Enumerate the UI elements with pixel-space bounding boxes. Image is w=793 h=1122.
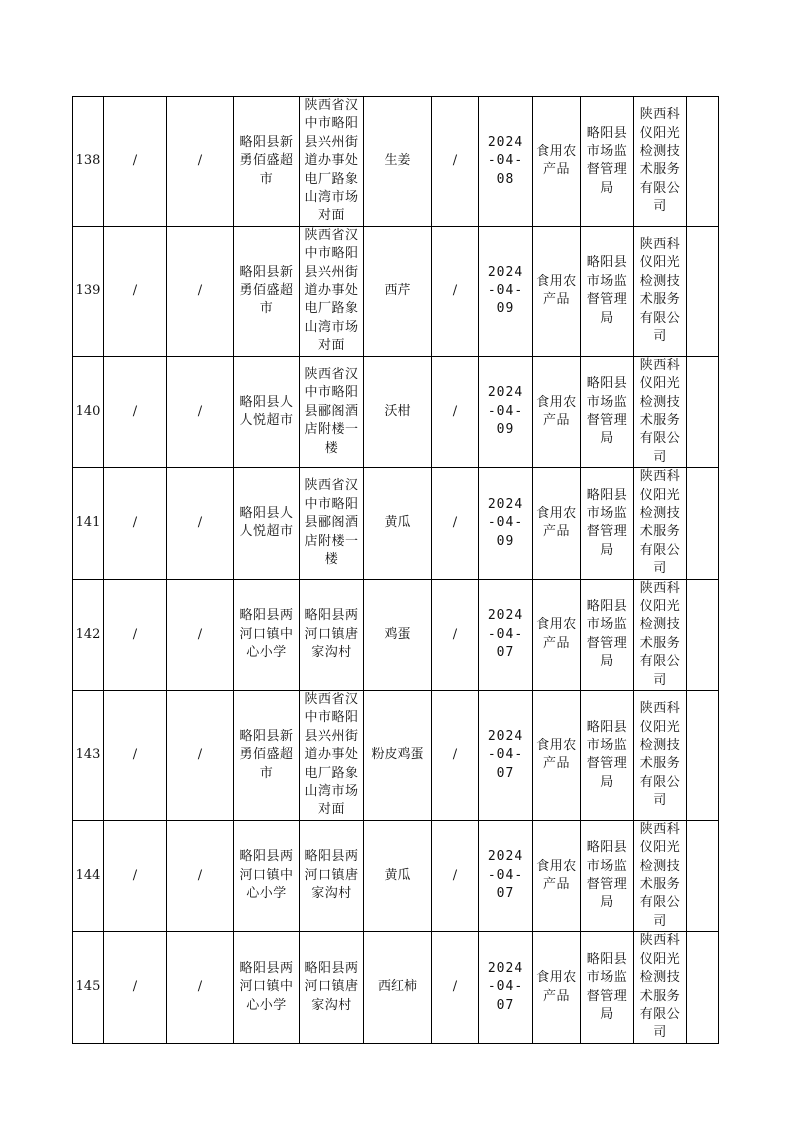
blank-field-cell bbox=[432, 356, 479, 467]
product-name-text: 西红柿 bbox=[377, 979, 417, 995]
food-category-text: 食用农产品 bbox=[536, 273, 577, 308]
authority-text: 略阳县市场监督管理局 bbox=[586, 719, 628, 790]
blank-field-text: / bbox=[197, 867, 203, 883]
sampled-company-cell bbox=[234, 356, 300, 467]
testing-lab-cell bbox=[634, 820, 687, 931]
table-row bbox=[73, 579, 719, 690]
serial-number-text: 143 bbox=[75, 747, 101, 763]
authority-cell bbox=[581, 932, 634, 1043]
blank-field-cell bbox=[432, 691, 479, 821]
authority-cell bbox=[581, 579, 634, 690]
product-name-text: 黄瓜 bbox=[384, 867, 411, 883]
product-name-text: 沃柑 bbox=[384, 403, 411, 419]
blank-field-text: / bbox=[197, 747, 203, 763]
blank-field-cell bbox=[167, 468, 234, 579]
sampling-date-cell bbox=[479, 356, 533, 467]
blank-field-text: / bbox=[197, 979, 203, 995]
blank-field-cell bbox=[432, 820, 479, 931]
product-name-text: 粉皮鸡蛋 bbox=[371, 747, 424, 763]
food-category-cell bbox=[533, 691, 581, 821]
serial-number-cell bbox=[73, 226, 104, 356]
inspection-results-table bbox=[72, 96, 719, 1044]
testing-lab-text: 陕西科仪阳光检测技术服务有限公司 bbox=[639, 933, 681, 1041]
blank-field-cell bbox=[104, 579, 167, 690]
blank-field-text: / bbox=[132, 403, 138, 419]
company-address-text: 陕西省汉中市略阳县兴州街道办事处电厂路象山湾市场对面 bbox=[304, 692, 359, 818]
blank-field-cell bbox=[104, 820, 167, 931]
product-name-cell bbox=[364, 691, 432, 821]
blank-field-cell bbox=[167, 691, 234, 821]
serial-number-text: 138 bbox=[75, 153, 101, 169]
sampled-company-text: 略阳县两河口镇中心小学 bbox=[239, 849, 294, 902]
sampled-company-text: 略阳县新勇佰盛超市 bbox=[239, 134, 294, 187]
sampling-date-text: 2024-04-08 bbox=[487, 134, 524, 187]
remark-cell bbox=[687, 932, 719, 1043]
company-address-text: 略阳县两河口镇唐家沟村 bbox=[304, 849, 359, 902]
testing-lab-cell bbox=[634, 691, 687, 821]
serial-number-cell bbox=[73, 97, 104, 227]
sampling-date-cell bbox=[479, 932, 533, 1043]
product-name-text: 黄瓜 bbox=[384, 515, 411, 531]
sampled-company-text: 略阳县人人悦超市 bbox=[239, 394, 294, 428]
authority-text: 略阳县市场监督管理局 bbox=[586, 951, 628, 1022]
blank-field-cell bbox=[167, 932, 234, 1043]
authority-text: 略阳县市场监督管理局 bbox=[586, 255, 628, 326]
sampled-company-cell bbox=[234, 691, 300, 821]
testing-lab-text: 陕西科仪阳光检测技术服务有限公司 bbox=[639, 469, 681, 577]
remark-cell bbox=[687, 468, 719, 579]
company-address-cell bbox=[300, 356, 364, 467]
blank-field-cell bbox=[167, 226, 234, 356]
remark-cell bbox=[687, 691, 719, 821]
blank-field-cell bbox=[104, 691, 167, 821]
company-address-cell bbox=[300, 97, 364, 227]
authority-cell bbox=[581, 97, 634, 227]
blank-field-text: / bbox=[132, 979, 138, 995]
company-address-cell bbox=[300, 932, 364, 1043]
product-name-text: 生姜 bbox=[384, 153, 411, 169]
blank-field-text: / bbox=[132, 515, 138, 531]
serial-number-cell bbox=[73, 820, 104, 931]
testing-lab-cell bbox=[634, 932, 687, 1043]
product-name-cell bbox=[364, 579, 432, 690]
food-category-cell bbox=[533, 579, 581, 690]
blank-field-cell bbox=[432, 579, 479, 690]
sampling-date-cell bbox=[479, 468, 533, 579]
blank-field-text: / bbox=[197, 403, 203, 419]
testing-lab-text: 陕西科仪阳光检测技术服务有限公司 bbox=[639, 107, 681, 215]
serial-number-text: 141 bbox=[75, 515, 101, 531]
sampling-date-text: 2024-04-07 bbox=[487, 960, 524, 1013]
blank-field-cell bbox=[432, 468, 479, 579]
sampling-date-cell bbox=[479, 226, 533, 356]
company-address-text: 略阳县两河口镇唐家沟村 bbox=[304, 608, 359, 660]
company-address-text: 陕西省汉中市略阳县郦阁酒店附楼一楼 bbox=[304, 366, 359, 456]
blank-field-cell bbox=[432, 97, 479, 227]
blank-field-cell bbox=[167, 820, 234, 931]
food-category-text: 食用农产品 bbox=[536, 738, 577, 772]
serial-number-text: 145 bbox=[75, 979, 101, 995]
blank-field-cell bbox=[432, 226, 479, 356]
table-row bbox=[73, 932, 719, 1043]
blank-field-cell bbox=[432, 932, 479, 1043]
food-category-text: 食用农产品 bbox=[536, 970, 577, 1004]
blank-field-cell bbox=[167, 356, 234, 467]
sampling-date-cell bbox=[479, 691, 533, 821]
sampled-company-cell bbox=[234, 820, 300, 931]
sampled-company-cell bbox=[234, 579, 300, 690]
testing-lab-text: 陕西科仪阳光检测技术服务有限公司 bbox=[639, 357, 681, 465]
remark-cell bbox=[687, 97, 719, 227]
sampled-company-text: 略阳县新勇佰盛超市 bbox=[239, 728, 294, 781]
sampled-company-cell bbox=[234, 932, 300, 1043]
blank-field-text: / bbox=[452, 626, 458, 642]
blank-field-text: / bbox=[197, 515, 203, 531]
testing-lab-cell bbox=[634, 97, 687, 227]
blank-field-text: / bbox=[132, 747, 138, 763]
product-name-cell bbox=[364, 820, 432, 931]
authority-cell bbox=[581, 820, 634, 931]
blank-field-text: / bbox=[452, 867, 458, 883]
blank-field-text: / bbox=[197, 283, 203, 299]
company-address-cell bbox=[300, 579, 364, 690]
blank-field-cell bbox=[104, 356, 167, 467]
sampling-date-text: 2024-04-09 bbox=[487, 496, 524, 549]
authority-text: 略阳县市场监督管理局 bbox=[586, 840, 628, 911]
blank-field-text: / bbox=[452, 283, 458, 299]
sampled-company-text: 略阳县两河口镇中心小学 bbox=[239, 960, 294, 1013]
testing-lab-cell bbox=[634, 226, 687, 356]
testing-lab-text: 陕西科仪阳光检测技术服务有限公司 bbox=[639, 821, 681, 929]
product-name-text: 西芹 bbox=[384, 283, 411, 299]
testing-lab-cell bbox=[634, 468, 687, 579]
product-name-text: 鸡蛋 bbox=[384, 626, 411, 642]
food-category-cell bbox=[533, 820, 581, 931]
authority-text: 略阳县市场监督管理局 bbox=[586, 376, 628, 447]
food-category-cell bbox=[533, 932, 581, 1043]
table-row bbox=[73, 97, 719, 227]
remark-cell bbox=[687, 356, 719, 467]
sampling-date-text: 2024-04-07 bbox=[487, 608, 524, 660]
testing-lab-text: 陕西科仪阳光检测技术服务有限公司 bbox=[639, 237, 681, 345]
authority-text: 略阳县市场监督管理局 bbox=[586, 487, 628, 558]
testing-lab-cell bbox=[634, 356, 687, 467]
blank-field-text: / bbox=[452, 747, 458, 763]
company-address-cell bbox=[300, 468, 364, 579]
table-row bbox=[73, 468, 719, 579]
blank-field-text: / bbox=[197, 153, 203, 169]
food-category-cell bbox=[533, 97, 581, 227]
testing-lab-text: 陕西科仪阳光检测技术服务有限公司 bbox=[639, 580, 681, 688]
sampled-company-cell bbox=[234, 226, 300, 356]
authority-cell bbox=[581, 226, 634, 356]
authority-text: 略阳县市场监督管理局 bbox=[586, 125, 628, 196]
sampled-company-cell bbox=[234, 97, 300, 227]
blank-field-text: / bbox=[132, 867, 138, 883]
blank-field-text: / bbox=[132, 153, 138, 169]
sampling-date-cell bbox=[479, 579, 533, 690]
table-row bbox=[73, 820, 719, 931]
food-category-text: 食用农产品 bbox=[536, 144, 577, 178]
sampled-company-text: 略阳县人人悦超市 bbox=[239, 505, 294, 540]
serial-number-text: 139 bbox=[75, 283, 101, 299]
food-category-cell bbox=[533, 468, 581, 579]
serial-number-cell bbox=[73, 468, 104, 579]
blank-field-text: / bbox=[452, 515, 458, 531]
table-body bbox=[73, 97, 719, 1044]
company-address-cell bbox=[300, 226, 364, 356]
company-address-text: 陕西省汉中市略阳县兴州街道办事处电厂路象山湾市场对面 bbox=[304, 227, 359, 354]
sampling-date-cell bbox=[479, 820, 533, 931]
product-name-cell bbox=[364, 932, 432, 1043]
blank-field-text: / bbox=[452, 979, 458, 995]
testing-lab-text: 陕西科仪阳光检测技术服务有限公司 bbox=[639, 701, 681, 809]
sampled-company-text: 略阳县两河口镇中心小学 bbox=[239, 608, 294, 660]
authority-text: 略阳县市场监督管理局 bbox=[586, 598, 628, 670]
product-name-cell bbox=[364, 468, 432, 579]
table-row bbox=[73, 226, 719, 356]
blank-field-text: / bbox=[132, 626, 138, 642]
serial-number-text: 144 bbox=[75, 867, 101, 883]
blank-field-cell bbox=[104, 468, 167, 579]
serial-number-text: 142 bbox=[75, 626, 101, 642]
testing-lab-cell bbox=[634, 579, 687, 690]
blank-field-text: / bbox=[197, 626, 203, 642]
authority-cell bbox=[581, 356, 634, 467]
serial-number-cell bbox=[73, 932, 104, 1043]
table-row bbox=[73, 691, 719, 821]
company-address-cell bbox=[300, 691, 364, 821]
product-name-cell bbox=[364, 356, 432, 467]
food-category-cell bbox=[533, 356, 581, 467]
sampled-company-text: 略阳县新勇佰盛超市 bbox=[239, 264, 294, 317]
food-category-text: 食用农产品 bbox=[536, 505, 577, 540]
authority-cell bbox=[581, 691, 634, 821]
blank-field-cell bbox=[104, 97, 167, 227]
sampling-date-text: 2024-04-09 bbox=[487, 264, 524, 317]
blank-field-cell bbox=[104, 226, 167, 356]
blank-field-text: / bbox=[132, 283, 138, 299]
remark-cell bbox=[687, 579, 719, 690]
serial-number-cell bbox=[73, 691, 104, 821]
blank-field-cell bbox=[104, 932, 167, 1043]
sampling-date-text: 2024-04-07 bbox=[487, 728, 524, 781]
serial-number-cell bbox=[73, 579, 104, 690]
sampling-date-text: 2024-04-09 bbox=[487, 385, 524, 438]
sampling-date-text: 2024-04-07 bbox=[487, 849, 524, 902]
blank-field-text: / bbox=[452, 403, 458, 419]
company-address-text: 陕西省汉中市略阳县兴州街道办事处电厂路象山湾市场对面 bbox=[304, 98, 359, 224]
remark-cell bbox=[687, 226, 719, 356]
product-name-cell bbox=[364, 226, 432, 356]
food-category-text: 食用农产品 bbox=[536, 858, 577, 893]
company-address-text: 陕西省汉中市略阳县郦阁酒店附楼一楼 bbox=[304, 478, 359, 567]
food-category-text: 食用农产品 bbox=[536, 617, 577, 651]
company-address-text: 略阳县两河口镇唐家沟村 bbox=[304, 960, 359, 1013]
food-category-text: 食用农产品 bbox=[536, 394, 577, 428]
product-name-cell bbox=[364, 97, 432, 227]
table-row bbox=[73, 356, 719, 467]
food-category-cell bbox=[533, 226, 581, 356]
authority-cell bbox=[581, 468, 634, 579]
company-address-cell bbox=[300, 820, 364, 931]
sampled-company-cell bbox=[234, 468, 300, 579]
remark-cell bbox=[687, 820, 719, 931]
blank-field-cell bbox=[167, 97, 234, 227]
sampling-date-cell bbox=[479, 97, 533, 227]
serial-number-cell bbox=[73, 356, 104, 467]
serial-number-text: 140 bbox=[75, 403, 101, 419]
blank-field-cell bbox=[167, 579, 234, 690]
blank-field-text: / bbox=[452, 153, 458, 169]
